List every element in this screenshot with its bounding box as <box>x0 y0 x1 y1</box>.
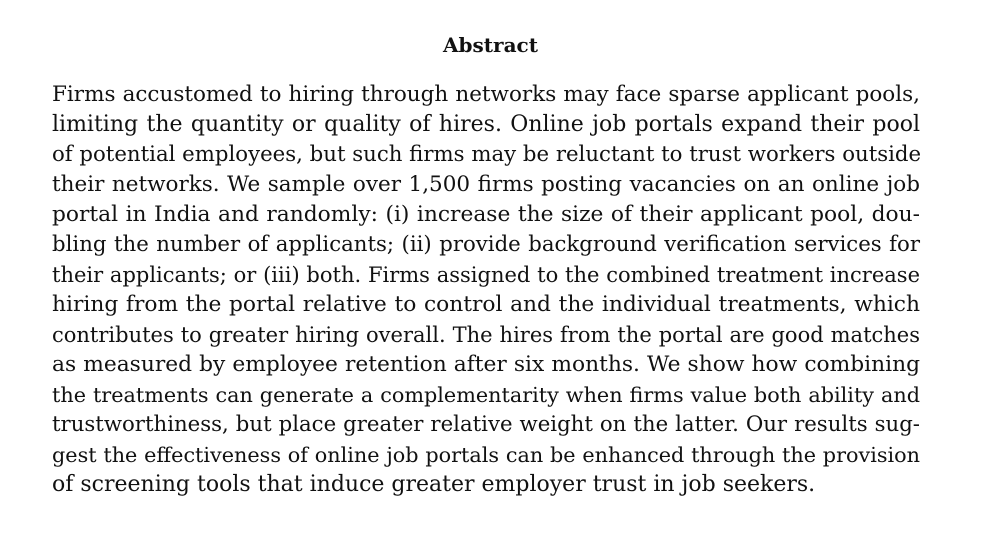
abstract-line: trustworthiness, but place greater relative weight on the latter. Our results sug- <box>52 412 920 437</box>
abstract-line: limiting the quantity or quality of hires. Online job portals expand their pool <box>52 112 920 137</box>
abstract-body <box>52 80 920 500</box>
abstract-line: of potential employees, but such firms may be reluctant to trust workers outside <box>52 142 922 167</box>
abstract-line: hiring from the portal relative to control and the individual treatments, which <box>52 292 920 317</box>
abstract-line: their networks. We sample over 1,500 firms posting vacancies on an online job <box>52 172 920 197</box>
abstract-line: as measured by employee retention after six months. We show how combining <box>52 352 920 377</box>
abstract-line: contributes to greater hiring overall. The hires from the portal are good matches <box>52 323 920 347</box>
abstract-line: the treatments can generate a complementarity when firms value both ability and <box>52 383 920 407</box>
abstract-line: gest the effectiveness of online job portals can be enhanced through the provision <box>52 443 920 467</box>
abstract-line: portal in India and randomly: (i) increase the size of their applicant pool, dou- <box>52 202 920 227</box>
abstract-line: bling the number of applicants; (ii) provide background verification services for <box>52 232 920 257</box>
abstract-heading: Abstract <box>443 33 538 57</box>
abstract-line: of screening tools that induce greater employer trust in job seekers. <box>52 472 816 497</box>
abstract-line: their applicants; or (iii) both. Firms assigned to the combined treatment increase <box>52 263 920 287</box>
abstract-line: Firms accustomed to hiring through networks may face sparse applicant pools, <box>52 82 920 107</box>
